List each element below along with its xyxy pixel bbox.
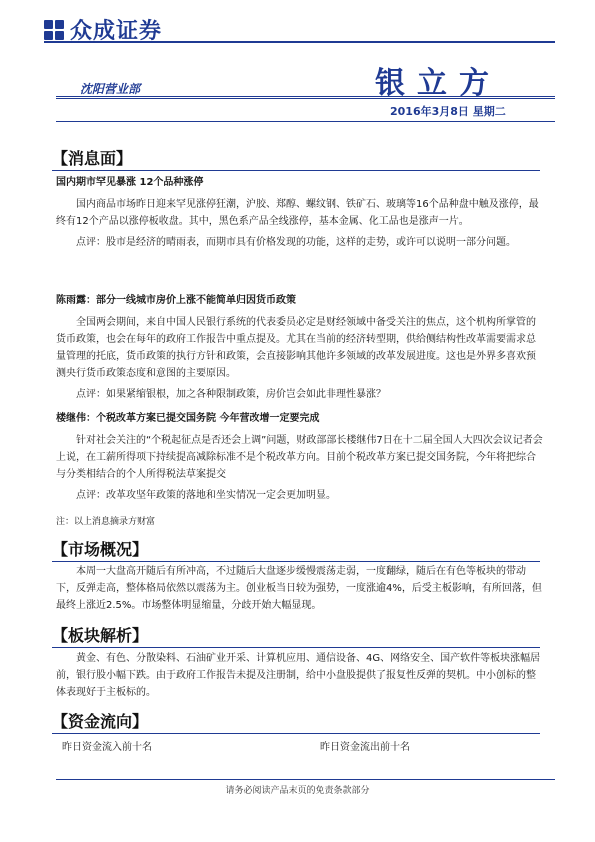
news-item-title: 国内期市罕见暴涨 12个品种涨停 [56,177,204,188]
report-brand-title: 银立方 [375,66,501,101]
sectors-section-heading: 【板块解析】 [52,623,540,648]
news-section-heading: 【消息面】 [52,146,540,171]
department-name: 沈阳营业部 [80,82,141,96]
footer-disclaimer: 请务必阅读产品末页的免责条款部分 [225,786,370,796]
news-item-1 [56,174,544,251]
news-item-body: 全国两会期间，来自中国人民银行系统的代表委员必定是财经领域中备受关注的焦点，这个机构所掌管的货币政策，也会在每年的政府工作报告中重点提及。尤其在当前的经济转型期，供给侧结构性改革需要需求总量管理的托底，货币政策的执行方针和政策，会直接影响其他许多领域的改革发展进度。这也是外界多喜欢预测央行货币政策态度和意图的主要原因。 [56,317,536,379]
logo-mark-icon [44,20,64,40]
footer-divider [56,779,555,780]
news-item-comment: 点评：如果紧缩银根，加之各种限制政策，房价岂会如此非理性暴涨？ [76,389,386,400]
news-item-2 [56,292,544,403]
fund-inflow-label: 昨日资金流入前十名 [62,742,152,753]
news-item-3 [56,410,544,504]
news-item-comment: 点评：改革攻坚年政策的落地和坐实情况一定会更加明显。 [76,490,336,501]
sector-analysis-text [56,650,544,701]
news-item-title: 陈雨露：部分一线城市房价上涨不能简单归因货币政策 [56,295,296,306]
news-source-note: 注：以上消息摘录方财富 [56,517,156,527]
company-name: 众成证券 [70,19,163,44]
header-divider [44,41,555,43]
funds-section-heading: 【资金流向】 [52,709,540,734]
news-item-comment: 点评：股市是经济的晴雨表，而期市具有价格发现的功能，这样的走势，或许可以说明一部分问题。 [76,237,516,248]
news-item-body: 国内商品市场昨日迎来罕见涨停狂潮，沪胶、郑醇、螺纹钢、铁矿石、玻璃等16个品种盘中触及涨停，最终有12个产品以涨停板收盘。其中，黑色系产品全线涨停，基本金属、化工品也是涨声一片。 [56,199,539,227]
sector-analysis-body: 黄金、有色、分散染料、石油矿业开采、计算机应用、通信设备、4G、网络安全、国产软件等板块涨幅居前，银行股小幅下跌。由于政府工作报告未提及注册制，给中小盘股提供了报复性反弹的契机。中小创标的整体表现好于主板标的。 [56,653,541,698]
date-divider [56,121,555,122]
market-overview-body: 本周一大盘高开随后有所冲高，不过随后大盘逐步缓慢震荡走弱，一度翻绿，随后在有色等板块的带动下，反弹走高，整体格局依然以震荡为主。创业板当日较为强势，一度涨逾4%，后受主板影响，有所回落，但最终上涨近2.5%。市场整体明显缩量，分歧开始大幅显现。 [56,566,542,611]
report-date: 2016年3月8日 星期二 [390,105,506,118]
fund-outflow-label: 昨日资金流出前十名 [320,742,410,753]
title-divider [56,96,555,99]
news-item-body: 针对社会关注的“个税起征点是否还会上调”问题，财政部部长楼继伟7日在十二届全国人大四次会议记者会上说，在工薪所得项下持续提高减除标准不是个税改革方向。目前个税改革方案已提交国务院，今年将把综合与分类相结合的个人所得税法草案提交 [56,435,543,480]
market-overview-text [56,563,544,614]
news-item-title: 楼继伟：个税改革方案已提交国务院 今年营改增一定要完成 [56,413,320,424]
market-section-heading: 【市场概况】 [52,537,540,562]
